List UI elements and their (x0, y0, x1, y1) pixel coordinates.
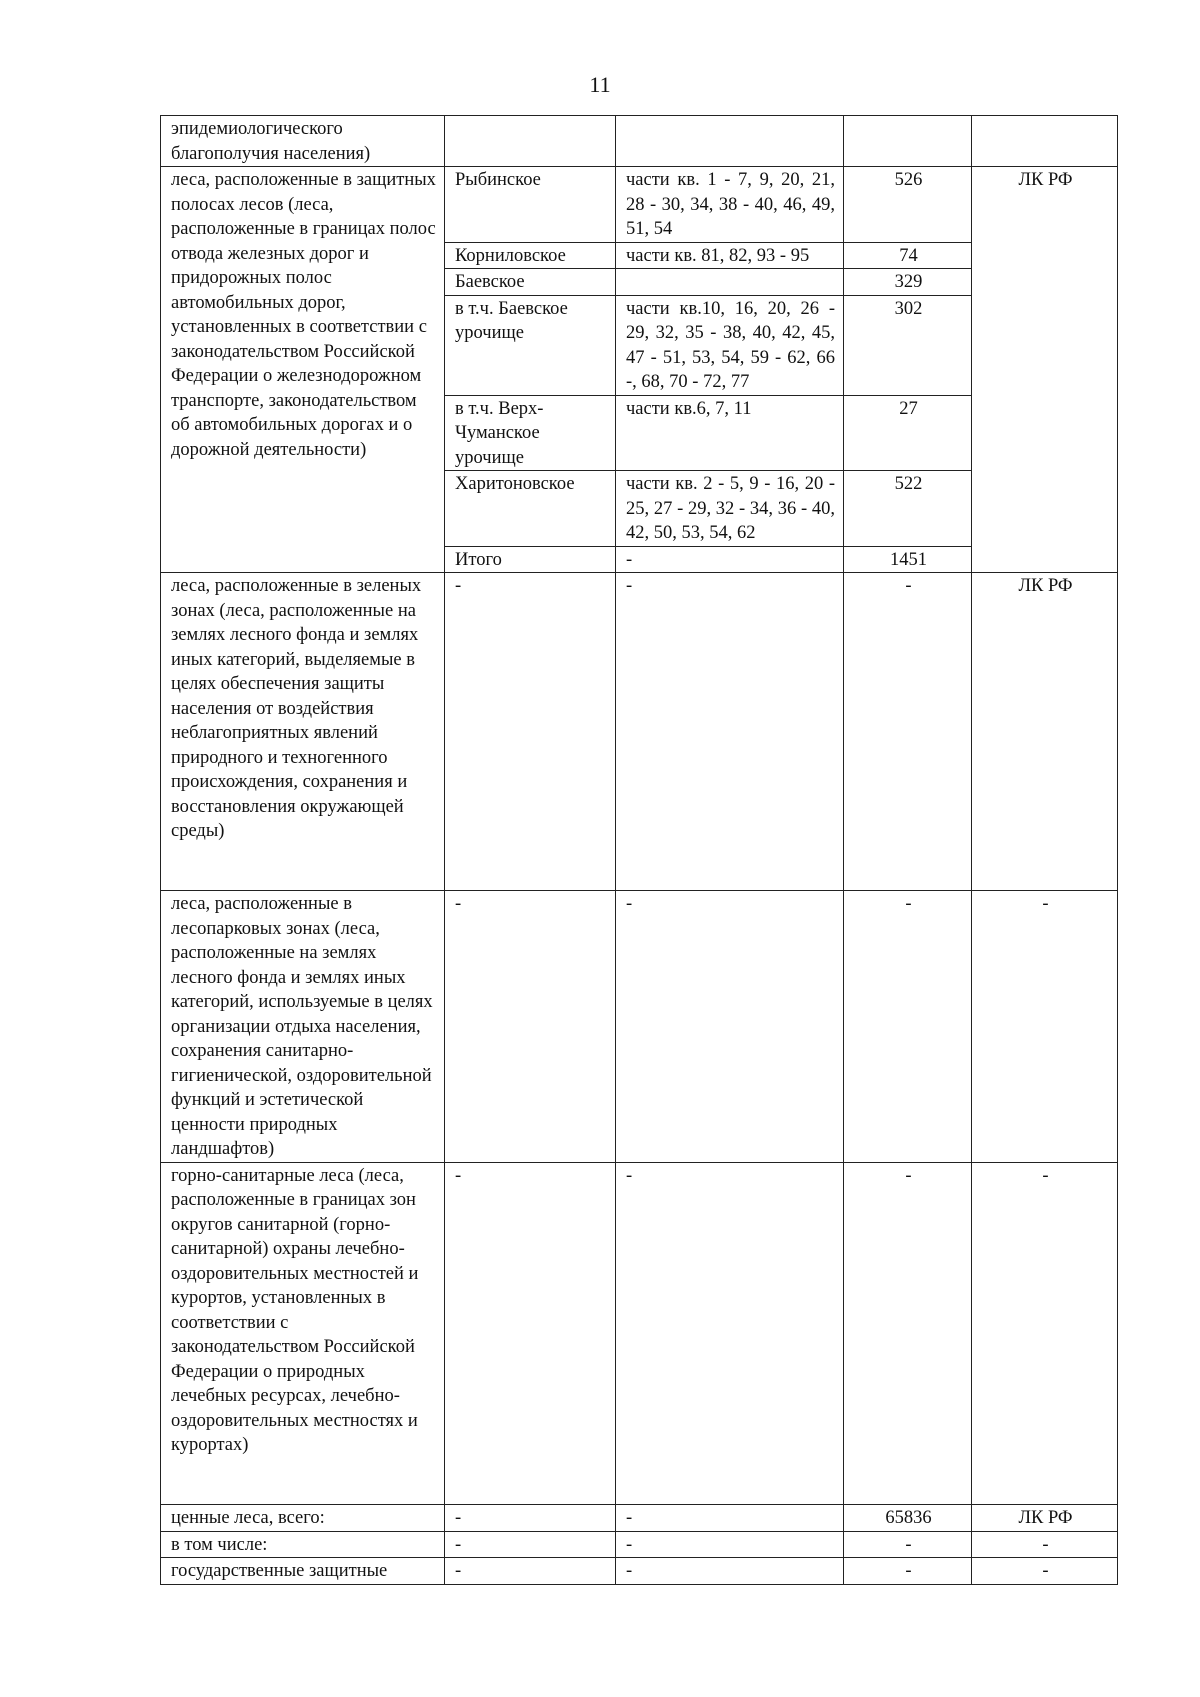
table-cell-forestry: в т.ч. Баевское урочище (445, 295, 616, 395)
table-cell-basis: - (972, 1162, 1118, 1504)
table-cell-quarters: части кв. 81, 82, 93 - 95 (616, 242, 844, 269)
table-cell-area: 65836 (844, 1504, 972, 1531)
table-cell-area: 74 (844, 242, 972, 269)
table-cell-area: - (844, 1531, 972, 1558)
table-cell-basis: - (972, 1531, 1118, 1558)
table-cell-area: 302 (844, 295, 972, 395)
table-cell-basis: ЛК РФ (972, 167, 1118, 573)
table-cell-quarters: части кв.10, 16, 20, 26 - 29, 32, 35 - 38, 40, 42, 45, 47 - 51, 53, 54, 59 - 62, 66 -, 68, 70 - 72, 77 (616, 295, 844, 395)
table-cell-area: 526 (844, 167, 972, 243)
table-cell-quarters: - (616, 1504, 844, 1531)
table-cell-area: 27 (844, 395, 972, 471)
table-cell-area: 522 (844, 471, 972, 547)
table-cell-forestry: - (445, 1504, 616, 1531)
table-cell-quarters: - (616, 1531, 844, 1558)
table-cell-area: - (844, 573, 972, 891)
table-cell-basis: - (972, 891, 1118, 1163)
table-cell-forestry: Баевское (445, 269, 616, 296)
table-cell-quarters: - (616, 1558, 844, 1585)
table-cell-forestry: - (445, 1558, 616, 1585)
table-cell-quarters: - (616, 546, 844, 573)
table-row (161, 573, 1118, 891)
table-cell-category: леса, расположенные в зеленых зонах (леса, расположенные на землях лесного фонда и землях иных категорий, выделяемые в целях обеспечения защиты населения от воздействия неблагоприятных явлений природного и техногенного происхождения, сохранения и восстановления окружающей среды) (161, 573, 445, 891)
page-number: 11 (589, 72, 611, 97)
table-cell-forestry: в т.ч. Верх-Чуманское урочище (445, 395, 616, 471)
table-cell-category: леса, расположенные в лесопарковых зонах (леса, расположенные на землях лесного фонда и землях иных категорий, используемые в целях организации отдыха населения, сохранения санитарно-гигиенической, оздоровительной функций и эстетической ценности природных ландшафтов) (161, 891, 445, 1163)
table-row (161, 167, 1118, 243)
table-cell-basis (972, 116, 1118, 167)
table-cell-basis: ЛК РФ (972, 573, 1118, 891)
table-cell-category: государственные защитные (161, 1558, 445, 1585)
table-cell-area: 329 (844, 269, 972, 296)
table-row (161, 1504, 1118, 1531)
table-row (161, 891, 1118, 1163)
table-row (161, 1531, 1118, 1558)
table-cell-category: эпидемиологического благополучия населения) (161, 116, 445, 167)
forest-table (160, 115, 1118, 1585)
table-cell-basis: - (972, 1558, 1118, 1585)
table-cell-forestry: - (445, 891, 616, 1163)
table-cell-forestry: Рыбинское (445, 167, 616, 243)
table-cell-quarters: - (616, 891, 844, 1163)
table-cell-forestry: - (445, 1162, 616, 1504)
table-cell-area (844, 116, 972, 167)
table-row (161, 1162, 1118, 1504)
table-cell-basis: ЛК РФ (972, 1504, 1118, 1531)
table-cell-forestry: Корниловское (445, 242, 616, 269)
table-row (161, 116, 1118, 167)
table-cell-forestry (445, 116, 616, 167)
table-cell-category: ценные леса, всего: (161, 1504, 445, 1531)
table-cell-category: в том числе: (161, 1531, 445, 1558)
table-cell-quarters: части кв. 1 - 7, 9, 20, 21, 28 - 30, 34, 38 - 40, 46, 49, 51, 54 (616, 167, 844, 243)
table-cell-category: леса, расположенные в защитных полосах лесов (леса, расположенные в границах полос отвода железных дорог и придорожных полос автомобильных дорог, установленных в соответствии с законодательством Российской Федерации о железнодорожном транспорте, законодательством об автомобильных дорогах и о дорожной деятельности) (161, 167, 445, 573)
table-cell-quarters: части кв.6, 7, 11 (616, 395, 844, 471)
table-cell-area: 1451 (844, 546, 972, 573)
table-cell-forestry: Итого (445, 546, 616, 573)
table-cell-area: - (844, 1558, 972, 1585)
table-cell-category: горно-санитарные леса (леса, расположенные в границах зон округов санитарной (горно-санитарной) охраны лечебно-оздоровительных местностей и курортов, установленных в соответствии с законодательством Российской Федерации о природных лечебных ресурсах, лечебно-оздоровительных местностях и курортах) (161, 1162, 445, 1504)
table-cell-quarters: - (616, 573, 844, 891)
table-cell-forestry: - (445, 573, 616, 891)
table-cell-quarters: части кв. 2 - 5, 9 - 16, 20 - 25, 27 - 29, 32 - 34, 36 - 40, 42, 50, 53, 54, 62 (616, 471, 844, 547)
table-cell-area: - (844, 1162, 972, 1504)
table-cell-forestry: Харитоновское (445, 471, 616, 547)
table-row (161, 1558, 1118, 1585)
table-cell-quarters (616, 116, 844, 167)
table-cell-quarters (616, 269, 844, 296)
table-cell-forestry: - (445, 1531, 616, 1558)
table-cell-quarters: - (616, 1162, 844, 1504)
table-cell-area: - (844, 891, 972, 1163)
